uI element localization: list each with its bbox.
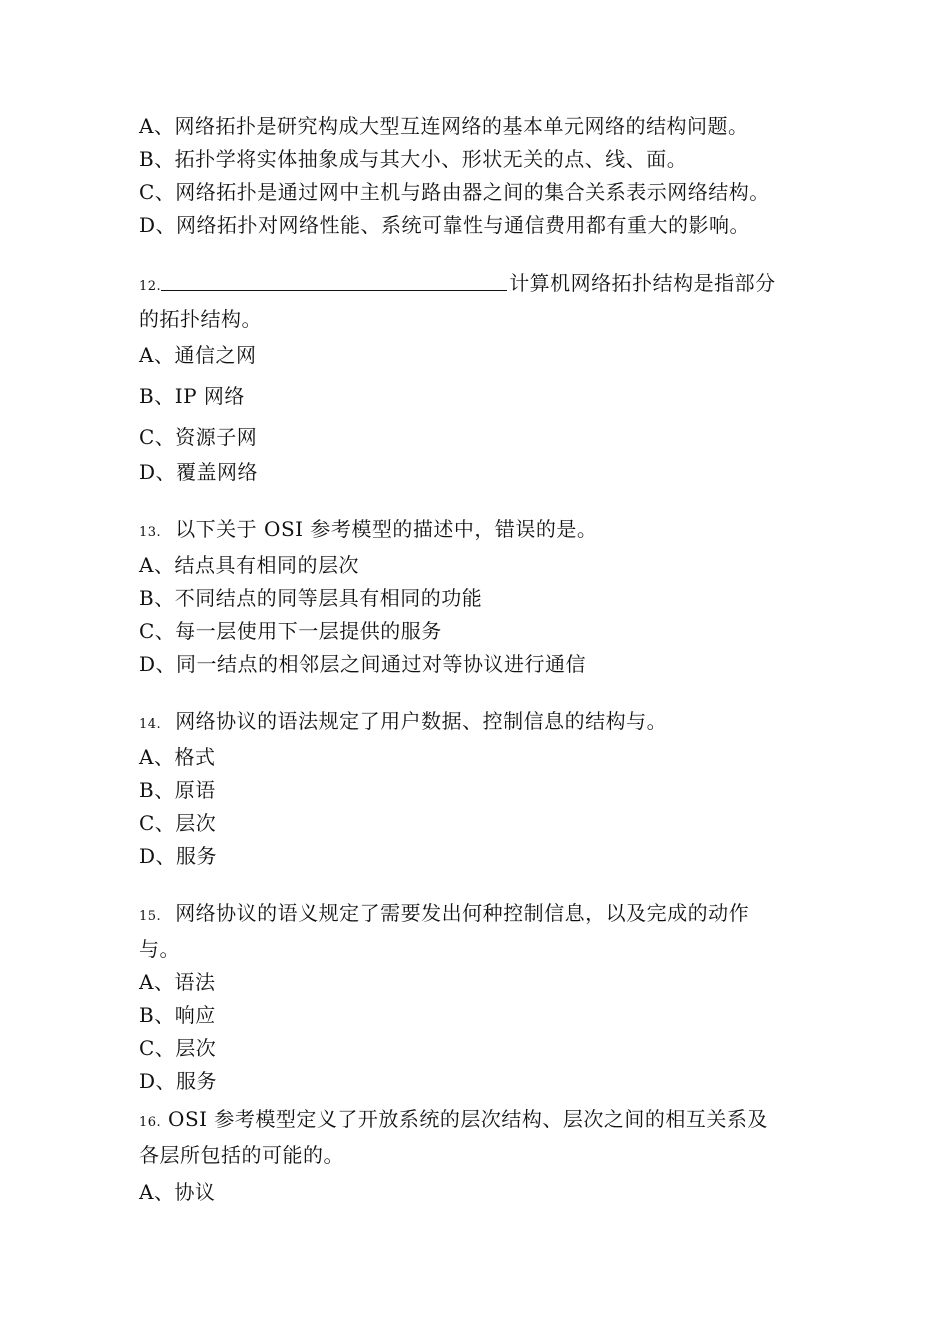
document-page [139, 110, 829, 1212]
option-c: C、层次 [139, 1036, 217, 1060]
option-b: B、不同结点的同等层具有相同的功能 [139, 586, 483, 610]
question-13-stem [139, 513, 829, 549]
question-number: 14. [139, 717, 162, 732]
question-text: 网络协议的语义规定了需要发出何种控制信息，以及完成的动作 [175, 901, 750, 925]
question-15-stem [139, 897, 829, 933]
option-d: D、同一结点的相邻层之间通过对等协议进行通信 [139, 652, 587, 676]
option-a: A、语法 [139, 970, 216, 994]
option-a: A、通信之网 [139, 343, 257, 367]
option-d: D、服务 [139, 1069, 218, 1093]
option-c: C、资源子网 [139, 425, 258, 449]
option-b: B、原语 [139, 778, 216, 802]
question-number: 12. [139, 279, 162, 294]
question-14-stem [139, 705, 829, 741]
question-15 [139, 897, 829, 1098]
question-text: 以下关于 OSI 参考模型的描述中，错误的是。 [175, 517, 598, 541]
question-text: OSI 参考模型定义了开放系统的层次结构、层次之间的相互关系及 [168, 1107, 768, 1131]
option-a: A、结点具有相同的层次 [139, 553, 359, 577]
option-c: C、网络拓扑是通过网中主机与路由器之间的集合关系表示网络结构。 [139, 180, 770, 204]
option-b: B、IP 网络 [139, 384, 245, 408]
question-11-options [139, 110, 829, 242]
option-a: A、网络拓扑是研究构成大型互连网络的基本单元网络的结构问题。 [139, 114, 749, 138]
question-number: 16. [139, 1115, 162, 1130]
question-number: 15. [139, 909, 162, 924]
question-number: 13. [139, 525, 162, 540]
question-16 [139, 1103, 829, 1212]
question-13 [139, 513, 829, 681]
option-b: B、响应 [139, 1003, 216, 1027]
option-d: D、覆盖网络 [139, 460, 259, 484]
question-15-stem-cont: 与。 [139, 937, 180, 961]
question-12-stem [139, 267, 829, 303]
question-16-stem [139, 1103, 829, 1139]
question-text: 网络协议的语法规定了用户数据、控制信息的结构与。 [175, 709, 668, 733]
option-b: B、拓扑学将实体抽象成与其大小、形状无关的点、线、面。 [139, 147, 688, 171]
question-14 [139, 705, 829, 873]
option-c: C、层次 [139, 811, 217, 835]
option-c: C、每一层使用下一层提供的服务 [139, 619, 442, 643]
question-12 [139, 267, 829, 489]
answer-blank [161, 268, 507, 291]
option-d: D、网络拓扑对网络性能、系统可靠性与通信费用都有重大的影响。 [139, 213, 751, 237]
option-d: D、服务 [139, 844, 218, 868]
option-a: A、格式 [139, 745, 216, 769]
question-16-stem-cont: 各层所包括的可能的。 [139, 1143, 344, 1167]
question-text: 计算机网络拓扑结构是指部分 [509, 271, 776, 295]
option-a: A、协议 [139, 1180, 216, 1204]
question-12-stem-cont: 的拓扑结构。 [139, 307, 262, 331]
